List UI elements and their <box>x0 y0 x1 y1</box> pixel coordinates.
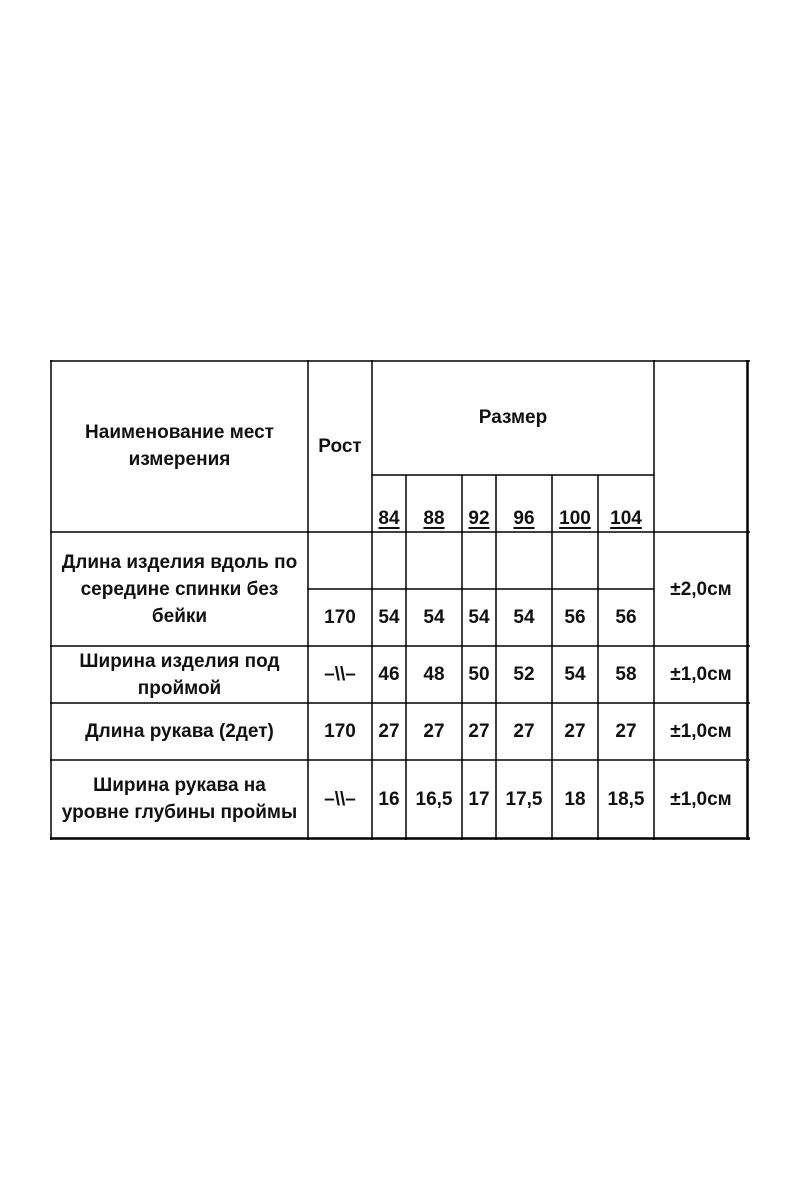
row-4-value-96: 17,5 <box>505 788 543 810</box>
row-1-value-84: 54 <box>378 607 400 628</box>
row-4-name: Ширина рукава на уровне глубины проймы <box>61 775 298 823</box>
row-4-tolerance: ±1,0см <box>670 788 732 810</box>
row-4-value-88: 16,5 <box>415 788 453 810</box>
size-88: 88 <box>423 507 445 529</box>
row-4-value-84: 16 <box>378 788 400 810</box>
row-3-value-96: 27 <box>513 721 535 742</box>
row-4-height: –\\– <box>324 788 356 810</box>
size-96: 96 <box>513 507 535 529</box>
header-height-label: Рост <box>318 435 362 457</box>
row-4-value-92: 17 <box>468 788 490 810</box>
row-1-value-92: 54 <box>468 607 490 628</box>
size-100: 100 <box>559 507 591 529</box>
row-2-value-100: 54 <box>564 664 586 685</box>
row-2-value-88: 48 <box>423 664 445 685</box>
header-name-label: Наименование мест измерения <box>85 422 274 470</box>
size-84: 84 <box>378 507 400 529</box>
row-1-height: 170 <box>324 607 356 628</box>
row-3-height: 170 <box>324 721 356 742</box>
size-92: 92 <box>468 507 490 529</box>
row-2-value-96: 52 <box>513 664 535 685</box>
row-3-value-104: 27 <box>615 721 637 742</box>
row-3-value-92: 27 <box>468 721 490 742</box>
row-2-value-92: 50 <box>468 664 490 685</box>
row-1-tolerance: ±2,0см <box>670 578 732 600</box>
size-104: 104 <box>610 507 642 529</box>
size-chart-table <box>50 360 750 840</box>
row-1-value-88: 54 <box>423 607 445 628</box>
row-1-value-96: 54 <box>513 607 535 628</box>
row-3-name: Длина рукава (2дет) <box>85 721 274 742</box>
row-3-value-88: 27 <box>423 721 445 742</box>
row-4-value-100: 18 <box>564 788 586 810</box>
row-2-height: –\\– <box>324 664 356 685</box>
header-size-label: Размер <box>478 406 548 428</box>
row-3-tolerance: ±1,0см <box>670 721 732 742</box>
row-3-value-84: 27 <box>378 721 400 742</box>
row-2-value-104: 58 <box>615 664 637 685</box>
row-3-value-100: 27 <box>564 721 586 742</box>
row-2-tolerance: ±1,0см <box>670 664 732 685</box>
row-1-name: Длина изделия вдоль по середине спинки без бейки <box>61 551 298 627</box>
row-1-value-100: 56 <box>564 607 586 628</box>
row-4-value-104: 18,5 <box>607 788 645 810</box>
row-2-name: Ширина изделия под проймой <box>79 650 280 699</box>
row-1-value-104: 56 <box>615 607 637 628</box>
row-2-value-84: 46 <box>378 664 400 685</box>
